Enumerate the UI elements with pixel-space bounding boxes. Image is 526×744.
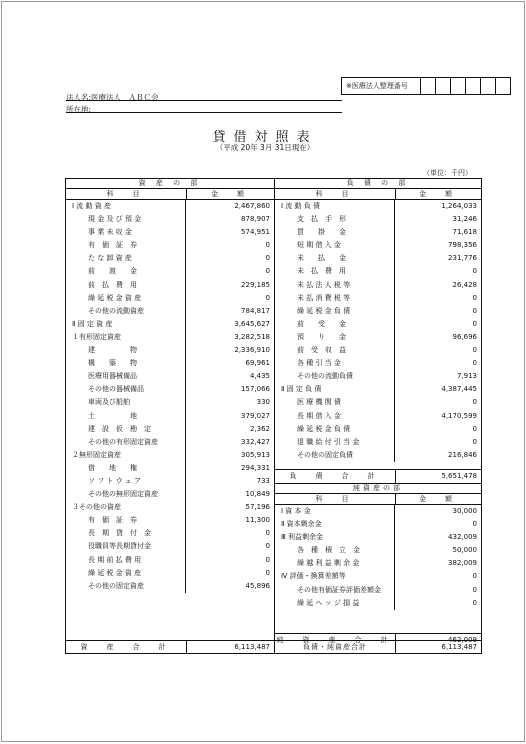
assets-section bbox=[66, 179, 275, 653]
asset-item-name: １有形固定資産 bbox=[66, 331, 186, 344]
asset-row bbox=[66, 239, 274, 252]
asset-item-value: 305,913 bbox=[241, 450, 270, 459]
liability-item-name: 未 払 費 用 bbox=[275, 265, 395, 278]
item-column-header: 科 目 bbox=[275, 494, 396, 504]
liability-item-value: 231,776 bbox=[448, 254, 477, 263]
net-asset-item-value: 432,009 bbox=[448, 533, 477, 542]
registration-cell[interactable] bbox=[496, 78, 510, 94]
asset-item-value: 878,907 bbox=[241, 215, 270, 224]
liability-item-name: 各 種 引 当 金 bbox=[275, 357, 395, 370]
liability-item-value: 0 bbox=[472, 437, 477, 446]
liability-row bbox=[275, 265, 481, 278]
liability-item-name: 未 払 金 bbox=[275, 252, 395, 265]
asset-row bbox=[66, 423, 274, 436]
net-asset-item-value: 0 bbox=[472, 520, 477, 529]
asset-item-value: 69,961 bbox=[245, 359, 270, 368]
asset-item-value: 3,645,627 bbox=[234, 319, 270, 328]
liability-row bbox=[275, 436, 481, 449]
liability-item-name: 長 期 借 入 金 bbox=[275, 410, 395, 423]
asset-row bbox=[66, 226, 274, 239]
asset-row bbox=[66, 410, 274, 423]
registration-cell[interactable] bbox=[436, 78, 451, 94]
asset-item-name: Ⅱ 固 定 資 産 bbox=[66, 318, 186, 331]
asset-item-name: その他の無形固定資産 bbox=[66, 488, 186, 501]
asset-item-value: 574,951 bbox=[241, 228, 270, 237]
net-asset-item-value: 0 bbox=[472, 585, 477, 594]
asset-item-name: 借 地 権 bbox=[66, 462, 186, 475]
liability-item-value: 0 bbox=[472, 319, 477, 328]
liability-row bbox=[275, 370, 481, 383]
liability-item-name: 短 期 借 入 金 bbox=[275, 239, 395, 252]
net-asset-item-name: Ⅱ 資本剰余金 bbox=[275, 518, 395, 531]
liabilities-section bbox=[275, 179, 481, 653]
liability-item-value: 0 bbox=[472, 359, 477, 368]
net-asset-row bbox=[275, 584, 481, 597]
assets-header: 資 産 の 部 bbox=[66, 179, 274, 189]
liability-row bbox=[275, 226, 481, 239]
item-column-header: 科 目 bbox=[66, 189, 187, 199]
liability-item-name: Ⅰ 流 動 負 債 bbox=[275, 200, 395, 213]
asset-row bbox=[66, 462, 274, 475]
liability-row bbox=[275, 279, 481, 292]
liabilities-column-header bbox=[275, 189, 481, 200]
asset-item-name: 建 設 仮 勘 定 bbox=[66, 423, 186, 436]
liability-item-value: 0 bbox=[472, 306, 477, 315]
address: 所在地: bbox=[66, 105, 92, 114]
asset-item-value: 2,467,860 bbox=[234, 202, 270, 210]
net-asset-item-name: 各 種 積 立 金 bbox=[275, 544, 395, 557]
asset-item-name: 有 価 証 券 bbox=[66, 514, 186, 527]
asset-item-name: 車両及び船舶 bbox=[66, 396, 186, 409]
asset-item-value: 332,427 bbox=[241, 437, 270, 446]
asset-item-value: 11,300 bbox=[245, 516, 270, 525]
amount-column-header: 金 額 bbox=[211, 190, 250, 198]
asset-item-value: 3,282,518 bbox=[234, 332, 270, 341]
liabilities-rows bbox=[275, 200, 481, 462]
liability-item-value: 96,696 bbox=[452, 332, 477, 341]
asset-item-name: 長 期 前 払 費 用 bbox=[66, 554, 186, 567]
asset-row bbox=[66, 475, 274, 488]
asset-item-value: 0 bbox=[265, 293, 270, 302]
net-asset-item-name: Ⅰ 資 本 金 bbox=[275, 505, 395, 518]
liability-item-value: 26,428 bbox=[452, 280, 477, 289]
liability-row bbox=[275, 292, 481, 305]
liability-row bbox=[275, 423, 481, 436]
asset-item-name: 有 価 証 券 bbox=[66, 239, 186, 252]
divider bbox=[66, 112, 342, 113]
asset-item-name: ２無形固定資産 bbox=[66, 449, 186, 462]
asset-row bbox=[66, 396, 274, 409]
asset-item-value: 45,896 bbox=[245, 581, 270, 590]
asset-item-value: 0 bbox=[265, 267, 270, 276]
asset-item-name: 構 築 物 bbox=[66, 357, 186, 370]
liability-item-value: 1,264,033 bbox=[441, 202, 477, 210]
asset-item-value: 57,196 bbox=[245, 503, 270, 512]
liability-row bbox=[275, 331, 481, 344]
document-title: 貸借対照表 bbox=[212, 130, 318, 145]
asset-row bbox=[66, 514, 274, 527]
assets-total-label: 資 産 合 計 bbox=[66, 641, 187, 653]
liability-row bbox=[275, 318, 481, 331]
asset-row bbox=[66, 279, 274, 292]
liabilities-total-row bbox=[275, 469, 481, 484]
asset-item-name: 医療用器械備品 bbox=[66, 370, 186, 383]
liability-item-value: 0 bbox=[472, 346, 477, 355]
asset-row bbox=[66, 488, 274, 501]
asset-item-name: 建 物 bbox=[66, 344, 186, 357]
asset-item-name: ３その他の資産 bbox=[66, 501, 186, 514]
liability-row bbox=[275, 396, 481, 409]
asset-row bbox=[66, 252, 274, 265]
net-asset-item-name: その他有価証券評価差額金 bbox=[275, 584, 395, 597]
balance-sheet-table bbox=[65, 178, 482, 654]
registration-cell[interactable] bbox=[451, 78, 466, 94]
corporation-name: 法人名:医療法人 ＡＢＣ会 bbox=[66, 93, 159, 102]
liability-row bbox=[275, 213, 481, 226]
net-assets-total-label: 純 資 産 合 計 bbox=[275, 634, 396, 646]
asset-item-value: 0 bbox=[265, 254, 270, 263]
liabilities-total-value: 5,651,478 bbox=[441, 472, 477, 480]
liability-item-name: 前 受 収 益 bbox=[275, 344, 395, 357]
liability-item-value: 7,913 bbox=[456, 372, 477, 381]
asset-row bbox=[66, 567, 274, 580]
asset-row bbox=[66, 383, 274, 396]
liability-row bbox=[275, 200, 481, 213]
liability-item-name: 退 職 給 付 引 当 金 bbox=[275, 436, 395, 449]
asset-item-value: 2,336,910 bbox=[234, 346, 270, 355]
liability-row bbox=[275, 383, 481, 396]
liabilities-header: 負 債 の 部 bbox=[275, 179, 481, 189]
net-assets-total-value: 462,009 bbox=[448, 636, 477, 644]
liability-item-name: 繰 延 税 金 負 債 bbox=[275, 305, 395, 318]
liability-item-value: 0 bbox=[472, 293, 477, 302]
asset-row bbox=[66, 540, 274, 553]
registration-cell[interactable] bbox=[481, 78, 496, 94]
liability-row bbox=[275, 252, 481, 265]
asset-item-value: 0 bbox=[265, 529, 270, 538]
net-asset-item-name: 繰 延 ヘ ッ ジ 損 益 bbox=[275, 597, 395, 610]
asset-item-value: 4,435 bbox=[249, 372, 270, 381]
asset-row bbox=[66, 357, 274, 370]
liability-item-value: 0 bbox=[472, 424, 477, 433]
unit-label: （単位：千円） bbox=[423, 169, 472, 177]
asset-item-value: 784,817 bbox=[241, 306, 270, 315]
net-assets-column-header bbox=[275, 494, 481, 505]
asset-item-name: 土 地 bbox=[66, 410, 186, 423]
net-asset-row bbox=[275, 570, 481, 583]
asset-item-value: 10,849 bbox=[245, 490, 270, 499]
net-asset-item-name: Ⅳ 評価・換算差額等 bbox=[275, 570, 395, 583]
asset-row bbox=[66, 370, 274, 383]
assets-total-value: 6,113,487 bbox=[234, 643, 270, 651]
liability-item-value: 4,387,445 bbox=[441, 385, 477, 394]
net-asset-row bbox=[275, 505, 481, 518]
liability-item-value: 0 bbox=[472, 267, 477, 276]
registration-cell[interactable] bbox=[421, 78, 436, 94]
asset-row bbox=[66, 305, 274, 318]
liability-item-value: 798,356 bbox=[448, 241, 477, 250]
liability-item-name: 預 り 金 bbox=[275, 331, 395, 344]
registration-label: ※医療法人整理番号 bbox=[342, 78, 421, 94]
asset-row bbox=[66, 318, 274, 331]
asset-item-value: 0 bbox=[265, 568, 270, 577]
net-asset-item-value: 0 bbox=[472, 572, 477, 581]
asset-item-name: 前 渡 金 bbox=[66, 265, 186, 278]
registration-cell[interactable] bbox=[466, 78, 481, 94]
asset-item-name: 長 期 貸 付 金 bbox=[66, 527, 186, 540]
liability-item-value: 0 bbox=[472, 398, 477, 407]
net-asset-item-value: 50,000 bbox=[452, 546, 477, 555]
asset-item-value: 0 bbox=[265, 555, 270, 564]
asset-item-name: その他の固定資産 bbox=[66, 580, 186, 593]
asset-row bbox=[66, 501, 274, 514]
asset-item-name: ソ フ ト ウ ェ ア bbox=[66, 475, 186, 488]
asset-item-name: 繰 延 税 金 資 産 bbox=[66, 567, 186, 580]
asset-item-name: 役職員等長期貸付金 bbox=[66, 540, 186, 553]
asset-item-name: Ⅰ 流 動 資 産 bbox=[66, 200, 186, 213]
liability-item-name: 未 払 消 費 税 等 bbox=[275, 292, 395, 305]
asset-item-name: た な 卸 資 産 bbox=[66, 252, 186, 265]
liability-item-name: 買 掛 金 bbox=[275, 226, 395, 239]
liability-item-name: その他の流動負債 bbox=[275, 370, 395, 383]
liability-item-value: 4,170,599 bbox=[441, 411, 477, 420]
net-assets-header: 純資産の部 bbox=[275, 483, 481, 494]
asset-row bbox=[66, 265, 274, 278]
liability-item-name: 医 療 機 関 債 bbox=[275, 396, 395, 409]
asset-item-value: 0 bbox=[265, 542, 270, 551]
asset-item-value: 0 bbox=[265, 241, 270, 250]
liability-row bbox=[275, 449, 481, 462]
assets-total-row bbox=[66, 640, 274, 653]
registration-number-box bbox=[341, 77, 511, 95]
asset-item-name: 事 業 未 収 金 bbox=[66, 226, 186, 239]
assets-column-header bbox=[66, 189, 274, 200]
liability-row bbox=[275, 239, 481, 252]
asset-row bbox=[66, 436, 274, 449]
asset-item-name: その他の器械備品 bbox=[66, 383, 186, 396]
net-asset-item-name: Ⅲ 利益剰余金 bbox=[275, 531, 395, 544]
document-date: （平成 20年 3月 31日現在） bbox=[215, 143, 315, 152]
asset-row bbox=[66, 554, 274, 567]
asset-item-value: 330 bbox=[256, 398, 270, 407]
asset-item-name: その他の流動資産 bbox=[66, 305, 186, 318]
net-asset-row bbox=[275, 518, 481, 531]
asset-item-value: 229,185 bbox=[241, 280, 270, 289]
liability-item-name: 未 払 法 人 税 等 bbox=[275, 279, 395, 292]
liability-item-name: Ⅱ 固 定 負 債 bbox=[275, 383, 395, 396]
grand-total-value: 6,113,487 bbox=[441, 643, 477, 651]
asset-row bbox=[66, 292, 274, 305]
net-asset-item-value: 382,009 bbox=[448, 559, 477, 568]
liability-item-value: 31,246 bbox=[452, 215, 477, 224]
asset-row bbox=[66, 449, 274, 462]
liability-row bbox=[275, 357, 481, 370]
net-asset-row bbox=[275, 597, 481, 610]
liabilities-total-label: 負 債 合 計 bbox=[275, 470, 396, 483]
liability-item-value: 71,618 bbox=[452, 228, 477, 237]
asset-row bbox=[66, 331, 274, 344]
balance-sheet-page bbox=[1, 1, 525, 742]
asset-row bbox=[66, 213, 274, 226]
net-asset-row bbox=[275, 544, 481, 557]
net-asset-item-value: 0 bbox=[472, 598, 477, 607]
asset-item-name: 繰 延 税 金 資 産 bbox=[66, 292, 186, 305]
asset-row bbox=[66, 527, 274, 540]
asset-item-value: 294,331 bbox=[241, 463, 270, 472]
assets-rows bbox=[66, 200, 274, 593]
net-asset-row bbox=[275, 531, 481, 544]
grand-total-label: 負債・純資産合計 bbox=[275, 641, 396, 653]
liability-row bbox=[275, 305, 481, 318]
asset-item-name: 前 払 費 用 bbox=[66, 279, 186, 292]
grand-total-row bbox=[275, 640, 481, 653]
asset-item-value: 733 bbox=[256, 476, 270, 485]
asset-item-value: 157,066 bbox=[241, 385, 270, 394]
divider bbox=[66, 100, 342, 101]
net-asset-row bbox=[275, 557, 481, 570]
liability-item-name: その他の固定負債 bbox=[275, 449, 395, 462]
liability-item-name: 前 受 金 bbox=[275, 318, 395, 331]
asset-item-name: その他の有形固定資産 bbox=[66, 436, 186, 449]
liability-item-name: 支 払 手 形 bbox=[275, 213, 395, 226]
asset-row bbox=[66, 580, 274, 593]
item-column-header: 科 目 bbox=[275, 189, 396, 199]
liability-item-value: 216,846 bbox=[448, 450, 477, 459]
liability-item-name: 繰 延 税 金 負 債 bbox=[275, 423, 395, 436]
net-asset-item-value: 30,000 bbox=[452, 507, 477, 515]
amount-column-header: 金 額 bbox=[419, 495, 458, 503]
asset-row bbox=[66, 200, 274, 213]
net-assets-section bbox=[275, 483, 481, 610]
net-assets-rows bbox=[275, 505, 481, 610]
asset-item-value: 379,027 bbox=[241, 411, 270, 420]
asset-item-name: 現 金 及 び 預 金 bbox=[66, 213, 186, 226]
asset-item-value: 2,362 bbox=[249, 424, 270, 433]
amount-column-header: 金 額 bbox=[419, 190, 458, 198]
liability-row bbox=[275, 344, 481, 357]
net-asset-item-name: 繰 越 利 益 剰 余 金 bbox=[275, 557, 395, 570]
liability-row bbox=[275, 410, 481, 423]
asset-row bbox=[66, 344, 274, 357]
